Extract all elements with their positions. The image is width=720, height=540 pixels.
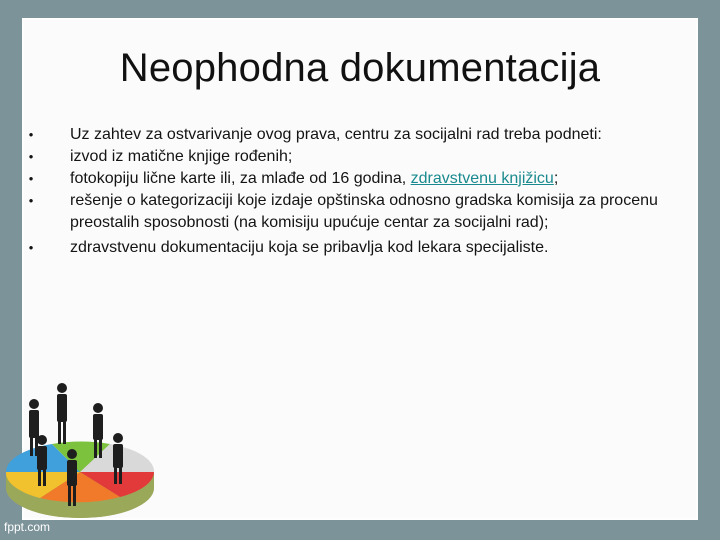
bullet-dot: • [28,171,34,186]
bullet-dot: • [28,149,34,164]
bullet-text-after: ; [553,170,559,187]
bullet-item [26,146,686,168]
bullet-dot: • [28,193,34,208]
bullet-list [26,124,686,259]
bullet-item [26,168,686,190]
slide-title: Neophodna dokumentacija [119,46,601,90]
bullet-text-before: fotokopiju lične karte ili, za mlađe od 16 godina, [70,170,411,187]
health-booklet-link[interactable]: zdravstvenu knjižicu [410,170,554,187]
bullet-dot: • [28,127,34,142]
bullet-text: zdravstvenu dokumentaciju koja se pribavlja kod lekara specijaliste. [70,239,549,256]
bullet-text: Uz zahtev za ostvarivanje ovog prava, centru za socijalni rad treba podneti: [70,126,602,143]
bullet-item [26,237,686,259]
bullet-text: rešenje o kategorizaciji koje izdaje opštinska odnosno gradska komisija za procenu preostalih sposobnosti (na komisiju upućuje centar za socijalni rad); [70,192,658,231]
bullet-item [26,124,686,146]
bullet-item [26,190,686,234]
bullet-dot: • [28,240,34,255]
bullet-text: izvod iz matične knjige rođenih; [70,148,293,165]
watermark-text: fppt.com [4,520,51,534]
business-people-pie-chart-icon [0,380,170,530]
